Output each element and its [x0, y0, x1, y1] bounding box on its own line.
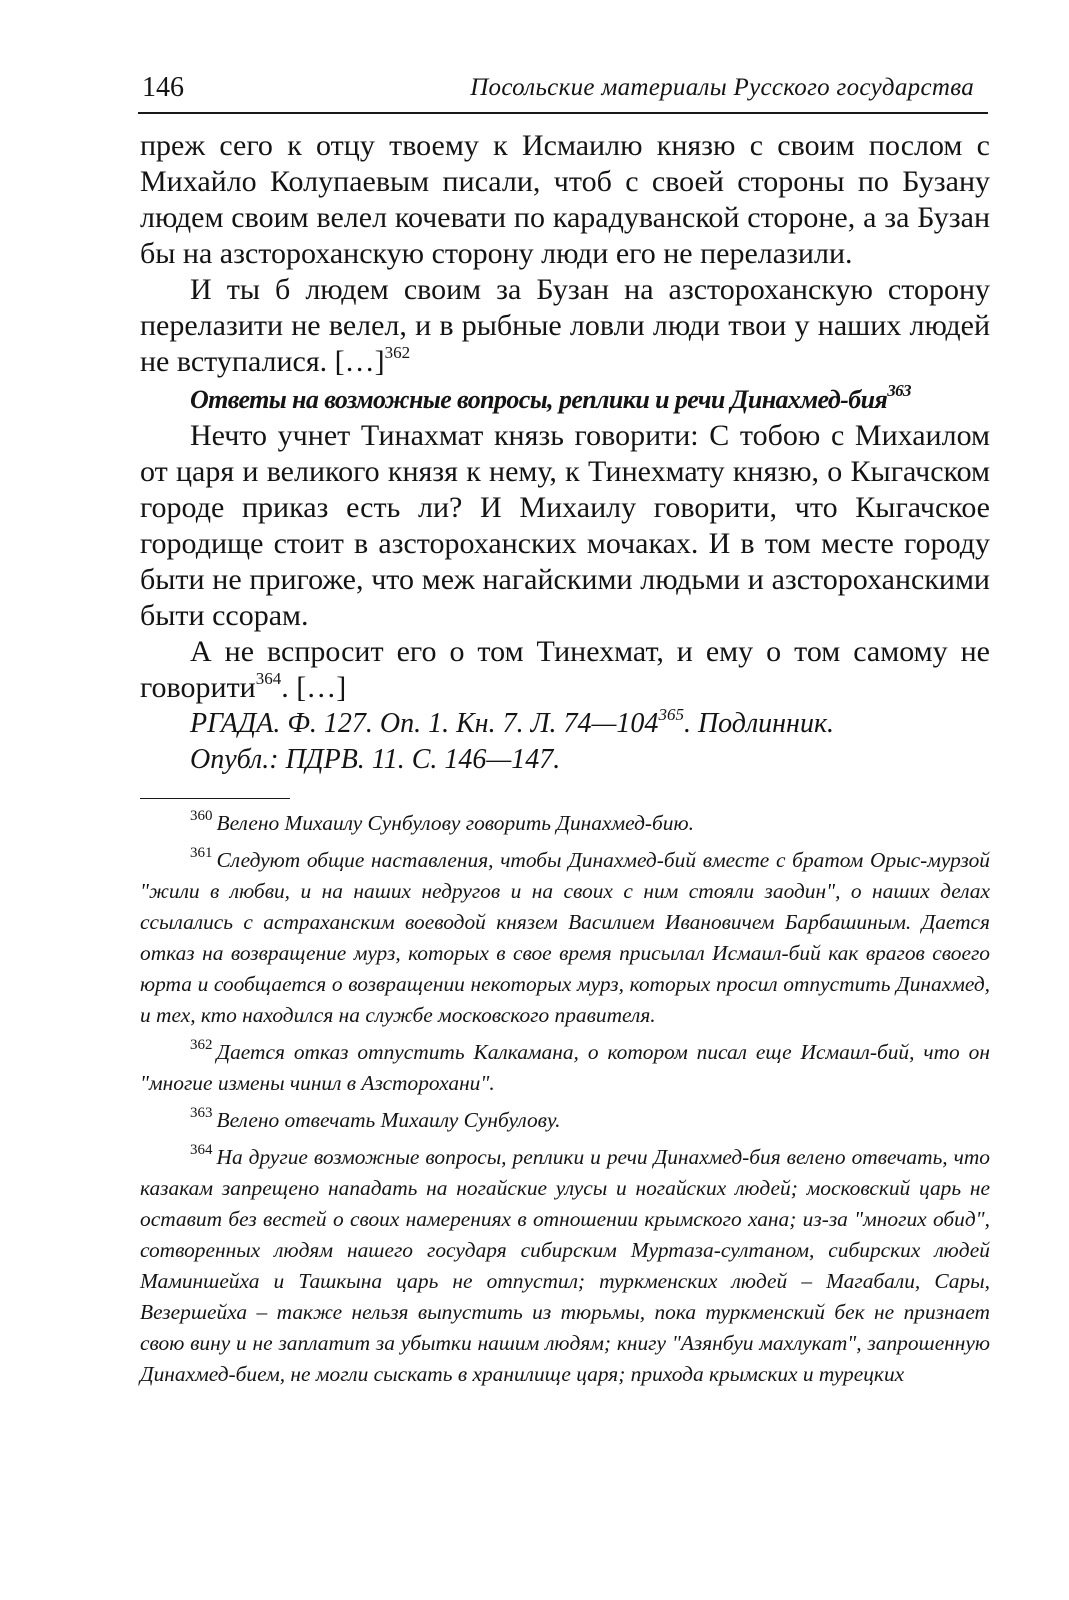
section-heading-text: Ответы на возможные вопросы, реплики и речи Динахмед-бия	[190, 385, 888, 414]
footnote-number: 360	[190, 807, 213, 824]
footnote-362	[140, 1037, 990, 1099]
paragraph-2-text: И ты б людем своим за Бузан на азстороханскую сторону перелазити не велел, и в рыбные ловли люди твои у наших людей не вступалися. […]	[140, 273, 990, 378]
footnote-ref-364: 364	[255, 669, 282, 688]
paragraph-1: преж сего к отцу твоему к Исмаилю князю с своим послом с Михайло Колупаевым писали, чтоб с своей стороны по Бузану людем своим велел кочевати по карадуванской стороне, а за Бузан бы на азстороханскую сторону люди его не перелазили.	[140, 129, 990, 270]
footnote-ref-362: 362	[384, 343, 411, 362]
footnote-360	[140, 808, 990, 839]
footnote-number: 364	[190, 1141, 213, 1158]
footnote-text: Велено отвечать Михаилу Сунбулову.	[216, 1108, 561, 1132]
page-header	[138, 70, 988, 114]
footnote-separator	[140, 798, 290, 799]
footnote-ref-365: 365	[658, 704, 684, 724]
paragraph-4-end: . […]	[281, 671, 347, 704]
running-title: Посольские материалы Русского государства	[470, 74, 974, 101]
archival-source-end: . Подлинник.	[683, 708, 835, 739]
publication-note: Опубл.: ПДРВ. 11. С. 146—147.	[190, 744, 561, 775]
footnote-363	[140, 1105, 990, 1136]
paragraph-4-text: А не вспросит его о том Тинехмат, и ему о том самому не говорити	[140, 635, 990, 704]
page-number: 146	[142, 72, 184, 103]
paragraph-4	[140, 634, 990, 706]
archival-source-text: РГАДА. Ф. 127. Оп. 1. Кн. 7. Л. 74—104	[190, 708, 659, 739]
footnote-ref-363: 363	[887, 381, 911, 401]
footnote-number: 363	[190, 1104, 213, 1121]
footnote-number: 361	[190, 844, 213, 861]
archival-source	[140, 706, 990, 742]
paragraph-3: Нечто учнет Тинахмат князь говорити: С тобою с Михаилом от царя и великого князя к нему, к Тинехмату князю, о Кыгачском городе приказ есть ли? И Михаилу говорити, что Кыгачское городище стоит в азстороханских мочаках. И в том месте городу быти не пригоже, что меж нагайскими людьми и азстороханскими быти ссорам.	[140, 419, 990, 632]
paragraph-2	[140, 272, 990, 380]
footnote-text: Дается отказ отпустить Калкамана, о котором писал еще Исмаил-бий, что он "многие измены чинил в Азсторохани".	[140, 1040, 990, 1095]
footnote-361	[140, 845, 990, 1031]
footnote-364	[140, 1142, 990, 1390]
footnote-number: 362	[190, 1036, 213, 1053]
footnote-text: На другие возможные вопросы, реплики и речи Динахмед-бия велено отвечать, что казакам запрещено нападать на ногайские улусы и ногайских людей; московский царь не оставит без вестей о своих намерениях в отношении крымского хана; из-за "многих обид", сотворенных людям нашего государя сибирским Муртаза-султаном, сибирских людей Маминшейха и Ташкына царь не отпустил; туркменских людей – Магабали, Сары, Везершейха – также нельзя выпустить из тюрьмы, пока туркменский бек не признает свою вину и не заплатит за убытки нашим людям; книгу "Азянбуи махлукат", запрошенную Динахмед-бием, не могли сыскать в хранилище царя; прихода крымских и турецких	[140, 1145, 990, 1386]
section-heading	[140, 382, 990, 418]
main-text	[140, 128, 990, 778]
footnotes	[140, 808, 990, 1396]
footnote-text: Велено Михаилу Сунбулову говорить Динахмед-бию.	[216, 811, 694, 835]
footnote-text: Следуют общие наставления, чтобы Динахмед-бий вместе с братом Орыс-мурзой "жили в любви, и на наших недругов и на своих с ним стояли заодин", о наших делах ссылались с астраханским воеводой князем Василием Ивановичем Барбашиным. Дается отказ на возвращение мурз, которых в свое время присылал Исмаил-бий как врагов своего юрта и сообщается о возвращении некоторых мурз, которых просил отпустить Динахмед, и тех, кто находился на службе московского правителя.	[140, 848, 990, 1027]
